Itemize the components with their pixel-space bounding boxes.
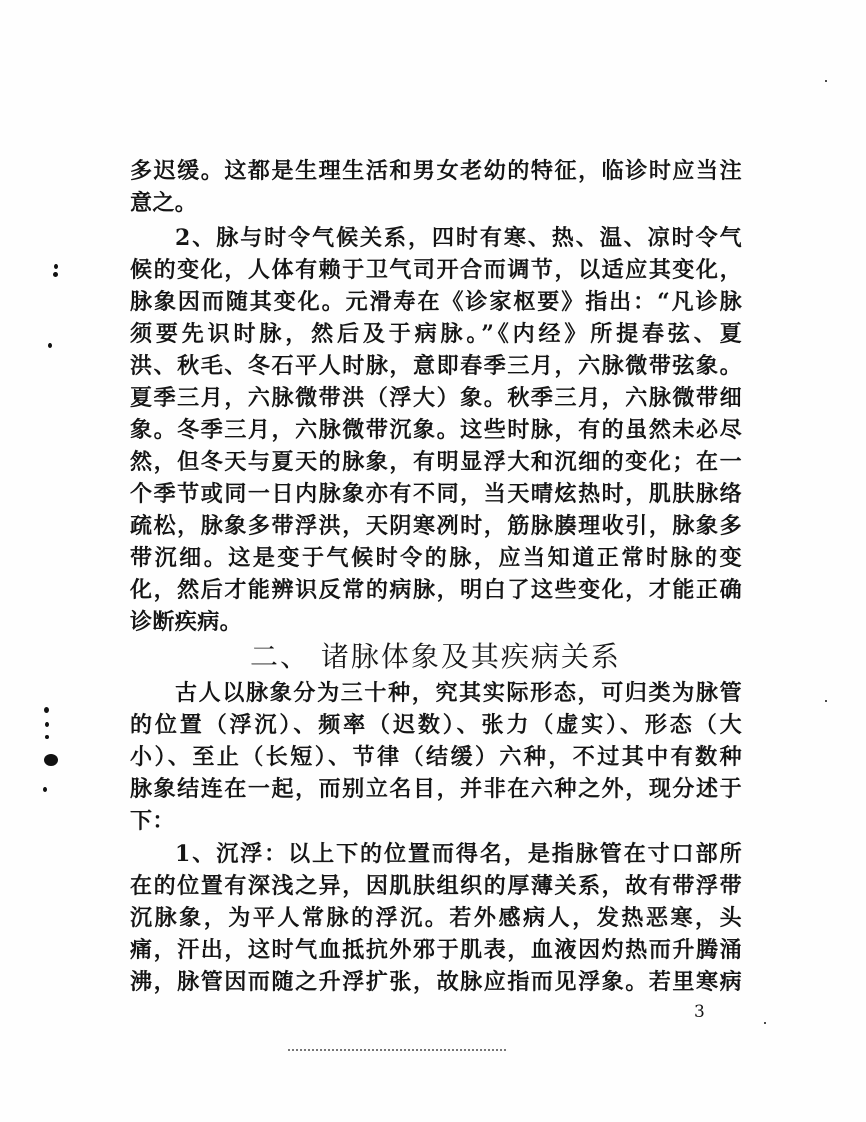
margin-speck — [45, 722, 49, 727]
margin-speck — [44, 707, 49, 713]
text-line: 诊断疾病。 — [130, 609, 243, 635]
text-line: 夏季三月，六脉微带洪（浮大）象。秋季三月，六脉微带细 — [130, 385, 742, 411]
section-heading: 二、 诸脉体象及其疾病关系 — [250, 640, 621, 673]
text-line: 脉象结连在一起，而别立名目，并非在六种之外，现分述于 — [130, 776, 742, 802]
text-line: 洪、秋毛、冬石平人时脉，意即春季三月，六脉微带弦象。 — [130, 353, 742, 379]
margin-speck — [825, 700, 827, 702]
text-line: 带沉细。这是变于气候时令的脉，应当知道正常时脉的变 — [130, 545, 742, 571]
margin-speck — [825, 80, 827, 82]
margin-speck — [53, 272, 58, 277]
margin-speck — [45, 735, 49, 739]
text-line: 个季节或同一日内脉象亦有不同，当天晴炫热时，肌肤脉络 — [130, 481, 742, 507]
text-line: 意之。 — [130, 190, 198, 216]
page-number: 3 — [694, 1002, 705, 1022]
text-line: 多迟缓。这都是生理生活和男女老幼的特征，临诊时应当注 — [130, 158, 742, 184]
bottom-scan-line — [288, 1049, 506, 1051]
text-line: 古人以脉象分为三十种，究其实际形态，可归类为脉管 — [175, 680, 742, 706]
text-line: 痛，汗出，这时气血抵抗外邪于肌表，血液因灼热而升腾涌 — [130, 937, 742, 963]
text-line: 候的变化，人体有赖于卫气司开合而调节，以适应其变化， — [130, 257, 742, 283]
text-line: 的位置（浮沉）、频率（迟数）、张力（虚实）、形态（大 — [130, 712, 742, 738]
margin-speck — [48, 343, 52, 348]
margin-speck — [764, 1022, 766, 1024]
text-line: 下： — [130, 808, 175, 834]
margin-blot — [44, 754, 58, 766]
text-line: 沉脉象，为平人常脉的浮沉。若外感病人，发热恶寒，头 — [130, 905, 742, 931]
text-line: 须要先识时脉，然后及于病脉。”《内经》所提春弦、夏 — [130, 321, 742, 347]
text-line: 然，但冬天与夏天的脉象，有明显浮大和沉细的变化；在一 — [130, 449, 742, 475]
text-line: 化，然后才能辨识反常的病脉，明白了这些变化，才能正确 — [130, 577, 742, 603]
text-line: 沸，脉管因而随之升浮扩张，故脉应指而见浮象。若里寒病 — [130, 969, 742, 995]
text-line: 象。冬季三月，六脉微带沉象。这些时脉，有的虽然未必尽 — [130, 417, 742, 443]
text-line: 在的位置有深浅之异，因肌肤组织的厚薄关系，故有带浮带 — [130, 873, 742, 899]
text-line: 疏松，脉象多带浮洪，天阴寒冽时，筋脉腠理收引，脉象多 — [130, 513, 742, 539]
text-line: 2、脉与时令气候关系，四时有寒、热、温、凉时令气 — [175, 225, 742, 251]
text-line: 脉象因而随其变化。元滑寿在《诊家枢要》指出：“凡诊脉 — [130, 289, 742, 315]
margin-speck — [54, 264, 58, 269]
text-line: 小）、至止（长短）、节律（结缓）六种，不过其中有数种 — [130, 744, 742, 770]
margin-speck — [43, 787, 47, 792]
text-line: 1、沉浮：以上下的位置而得名，是指脉管在寸口部所 — [175, 841, 742, 867]
